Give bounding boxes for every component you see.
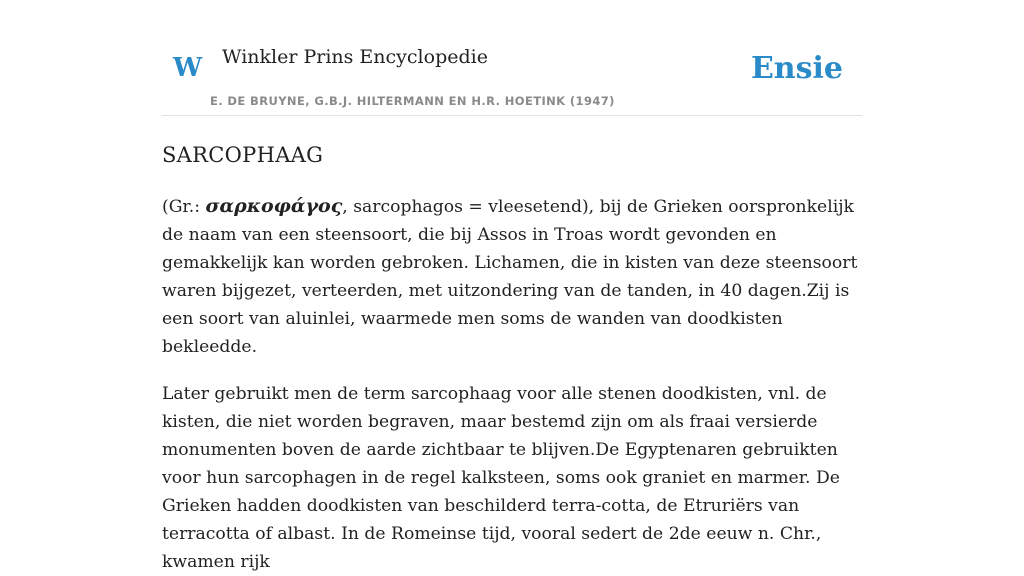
article-paragraph-2: Later gebruikt men de term sarcophaag voor alle stenen doodkisten, vnl. de kisten, die niet worden begraven, maar bestemd zijn om als fraai versierde monumenten boven de aarde zichtbaar te blijven.De Egyptenaren gebruikten voor hun sarcophagen in de regel kalksteen, soms ook graniet en marmer. De Grieken hadden doodkisten van beschilderd terra-cotta, de Etruriërs van terracotta of albast. In de Romeinse tijd, vooral sedert de 2de eeuw n. Chr., kwamen rijk bbox=[162, 384, 840, 572]
ensie-logo[interactable]: Ensie bbox=[750, 51, 843, 86]
source-logo[interactable]: W bbox=[173, 53, 203, 83]
source-title[interactable]: Winkler Prins Encyclopedie bbox=[222, 46, 488, 68]
source-header bbox=[162, 40, 862, 116]
source-authors: E. DE BRUYNE, G.B.J. HILTERMANN EN H.R. HOETINK (1947) bbox=[210, 94, 615, 108]
article bbox=[162, 138, 862, 576]
article-title: SARCOPHAAG bbox=[162, 143, 324, 167]
greek-term: σαρκοφάγος bbox=[205, 195, 343, 217]
paragraph-text-body: , sarcophagos = vleesetend), bij de Grieken oorspronkelijk de naam van een steensoort, die bij Assos in Troas wordt gevonden en gemakkelijk kan worden gebroken. Lichamen, die in kisten van deze steensoort waren bijgezet, verteerden, met uitzondering van de tanden, in 40 dagen.Zij is een soort van aluinlei, waarmede men soms de wanden van doodkisten bekleedde. bbox=[162, 197, 858, 357]
article-paragraph-1 bbox=[162, 192, 862, 361]
paragraph-text-lead: (Gr.: bbox=[162, 197, 206, 217]
